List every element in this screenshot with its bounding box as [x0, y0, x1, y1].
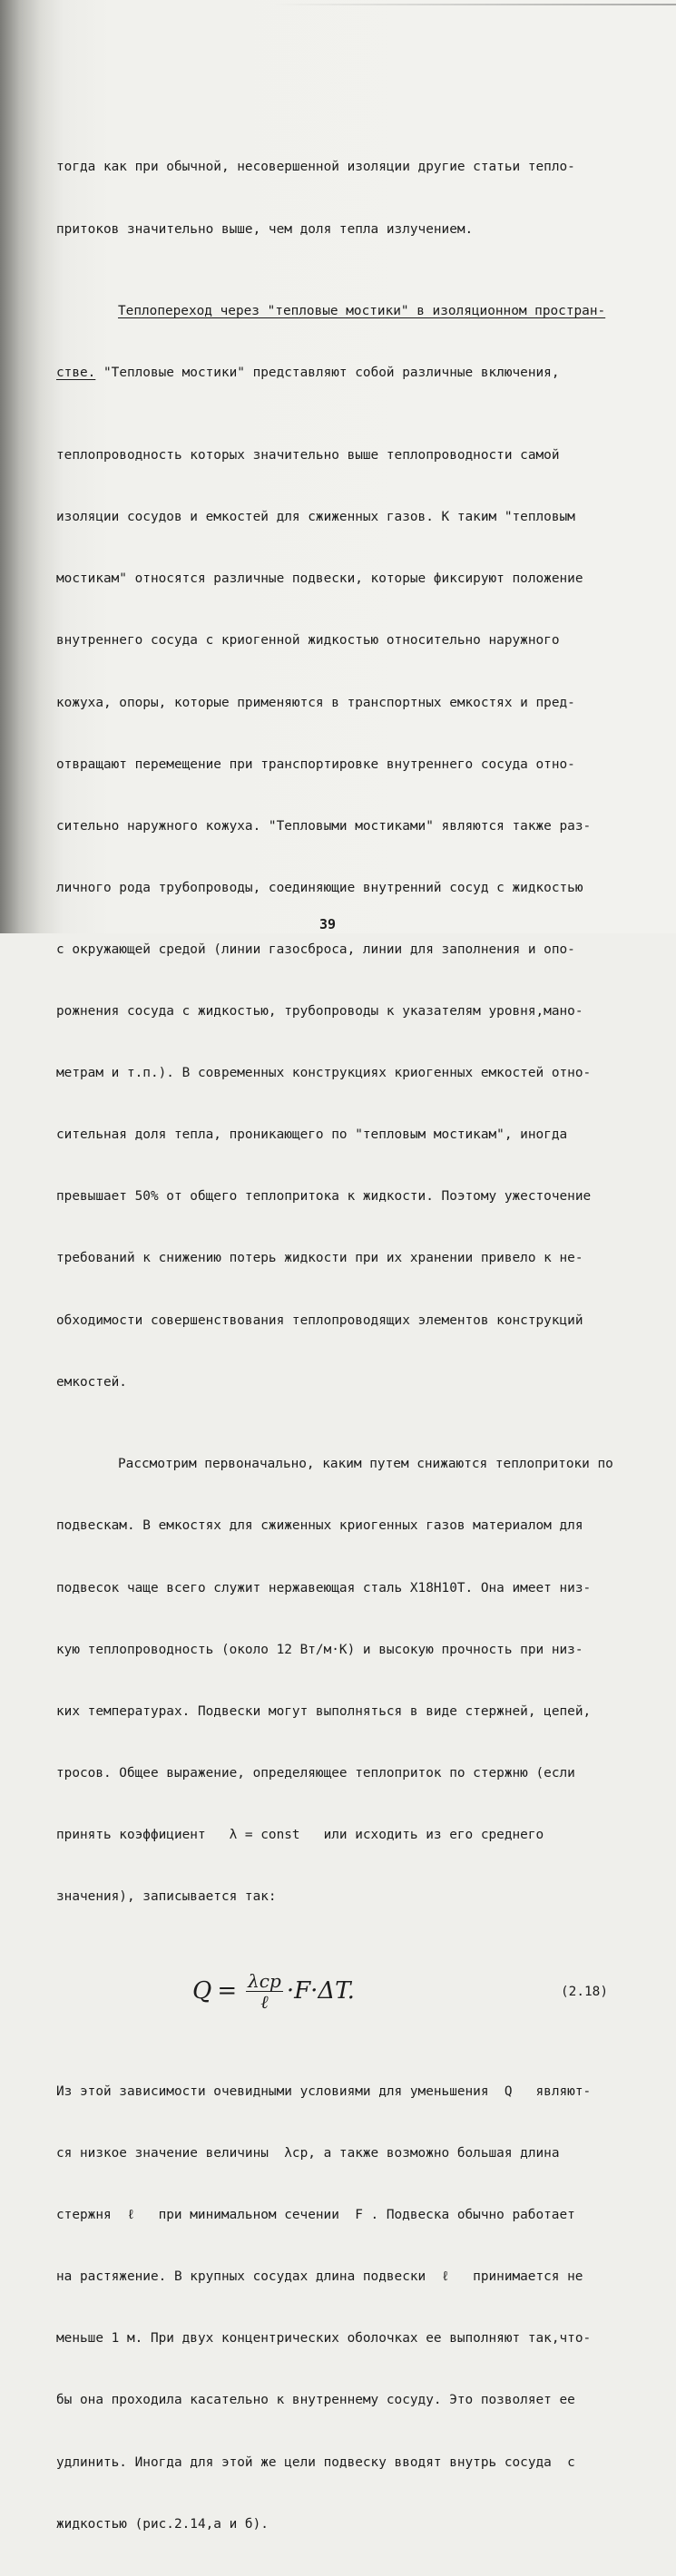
text-line: значения), записывается так:: [56, 1889, 277, 1905]
heading-continuation: "Тепловые мостики" представляют собой различные включения,: [95, 366, 560, 381]
text-line: принять коэффициент λ = const или исходить из его среднего: [56, 1827, 544, 1842]
text-line: бы она проходила касательно к внутреннему сосуду. Это позволяет ее: [56, 2393, 575, 2408]
text-line: подвескам. В емкостях для сжиженных криогенных газов материалом для: [56, 1518, 583, 1534]
text-line: стержня ℓ при минимальном сечении F . Подвеска обычно работает: [56, 2208, 575, 2223]
text-line: превышает 50% от общего теплопритока к жидкости. Поэтому ужесточение: [56, 1189, 592, 1205]
text-line: кожуха, опоры, которые применяются в транспортных емкостях и пред-: [56, 695, 575, 710]
body-text: [56, 116, 613, 2576]
text-line: личного рода трубопроводы, соединяющие внутренний сосуд с жидкостью: [56, 880, 583, 895]
text-line: Из этой зависимости очевидными условиями для уменьшения Q являют-: [56, 2083, 592, 2099]
text-line: Рассмотрим первоначально, каким путем снижаются теплопритоки по: [118, 1457, 613, 1472]
text-line: сительно наружного кожуха. "Тепловыми мостиками" являются также раз-: [56, 818, 592, 834]
formula-lhs: Q: [192, 1976, 212, 2005]
text-line: обходимости совершенствования теплопроводящих элементов конструкций: [56, 1312, 583, 1328]
text-line: на растяжение. В крупных сосудах длина подвески ℓ принимается не: [56, 2269, 583, 2285]
section-heading-end: стве.: [56, 366, 96, 381]
text-line: притоков значительно выше, чем доля тепла излучением.: [56, 221, 474, 237]
formula-numerator: λср: [248, 1969, 281, 1992]
text-line: [56, 363, 613, 384]
text-line: теплопроводность которых значительно выше теплопроводности самой: [56, 448, 560, 463]
text-line: рожнения сосуда с жидкостью, трубопроводы к указателям уровня,мано-: [56, 1004, 583, 1020]
text-line: подвесок чаще всего служит нержавеющая сталь Х18Н10Т. Она имеет низ-: [56, 1580, 592, 1595]
section-heading: Теплопереход через "тепловые мостики" в изоляционном простран-: [118, 304, 606, 319]
formula-denominator: ℓ: [260, 1990, 269, 2013]
text-line: отвращают перемещение при транспортировке внутреннего сосуда отно-: [56, 756, 575, 772]
text-line: сительная доля тепла, проникающего по "тепловым мостикам", иногда: [56, 1127, 568, 1143]
text-line: мостикам" относятся различные подвески, которые фиксируют положение: [56, 571, 583, 587]
text-line: внутреннего сосуда с криогенной жидкостью относительно наружного: [56, 633, 560, 649]
formula-rhs: ·F·ΔT.: [286, 1976, 355, 2005]
text-line: метрам и т.п.). В современных конструкциях криогенных емкостей отно-: [56, 1066, 592, 1081]
text-line: изоляции сосудов и емкостей для сжиженных газов. К таким "тепловым: [56, 510, 575, 525]
text-line: удлинить. Иногда для этой же цели подвеску вводят внутрь сосуда с: [56, 2454, 575, 2470]
section-heading-line: [56, 301, 613, 322]
page-number: 39: [319, 916, 337, 932]
formula-fraction: [246, 1971, 283, 2012]
text-line: тогда как при обычной, несовершенной изоляции другие статьи тепло-: [56, 160, 575, 175]
text-line: требований к снижению потерь жидкости при их хранении привело к не-: [56, 1251, 583, 1266]
formula: [192, 1971, 355, 2012]
text-line: жидкостью (рис.2.14,а и б).: [56, 2516, 269, 2532]
formula-equals: =: [217, 1976, 238, 2005]
formula-block: [56, 1969, 613, 2020]
text-line: ких температурах. Подвески могут выполняться в виде стержней, цепей,: [56, 1703, 592, 1719]
equation-number: (2.18): [561, 1984, 608, 1999]
text-line: кую теплопроводность (около 12 Вт/м·К) и высокую прочность при низ-: [56, 1642, 583, 1657]
text-line: с окружающей средой (линии газосброса, линии для заполнения и опо-: [56, 942, 575, 957]
text-line: ся низкое значение величины λср, а также возможно большая длина: [56, 2146, 560, 2161]
text-line: меньше 1 м. При двух концентрических оболочках ее выполняют так,что-: [56, 2331, 592, 2347]
text-line: емкостей.: [56, 1374, 127, 1390]
text-line: тросов. Общее выражение, определяющее теплоприток по стержню (если: [56, 1765, 575, 1781]
scan-artifact-line: [272, 4, 676, 5]
